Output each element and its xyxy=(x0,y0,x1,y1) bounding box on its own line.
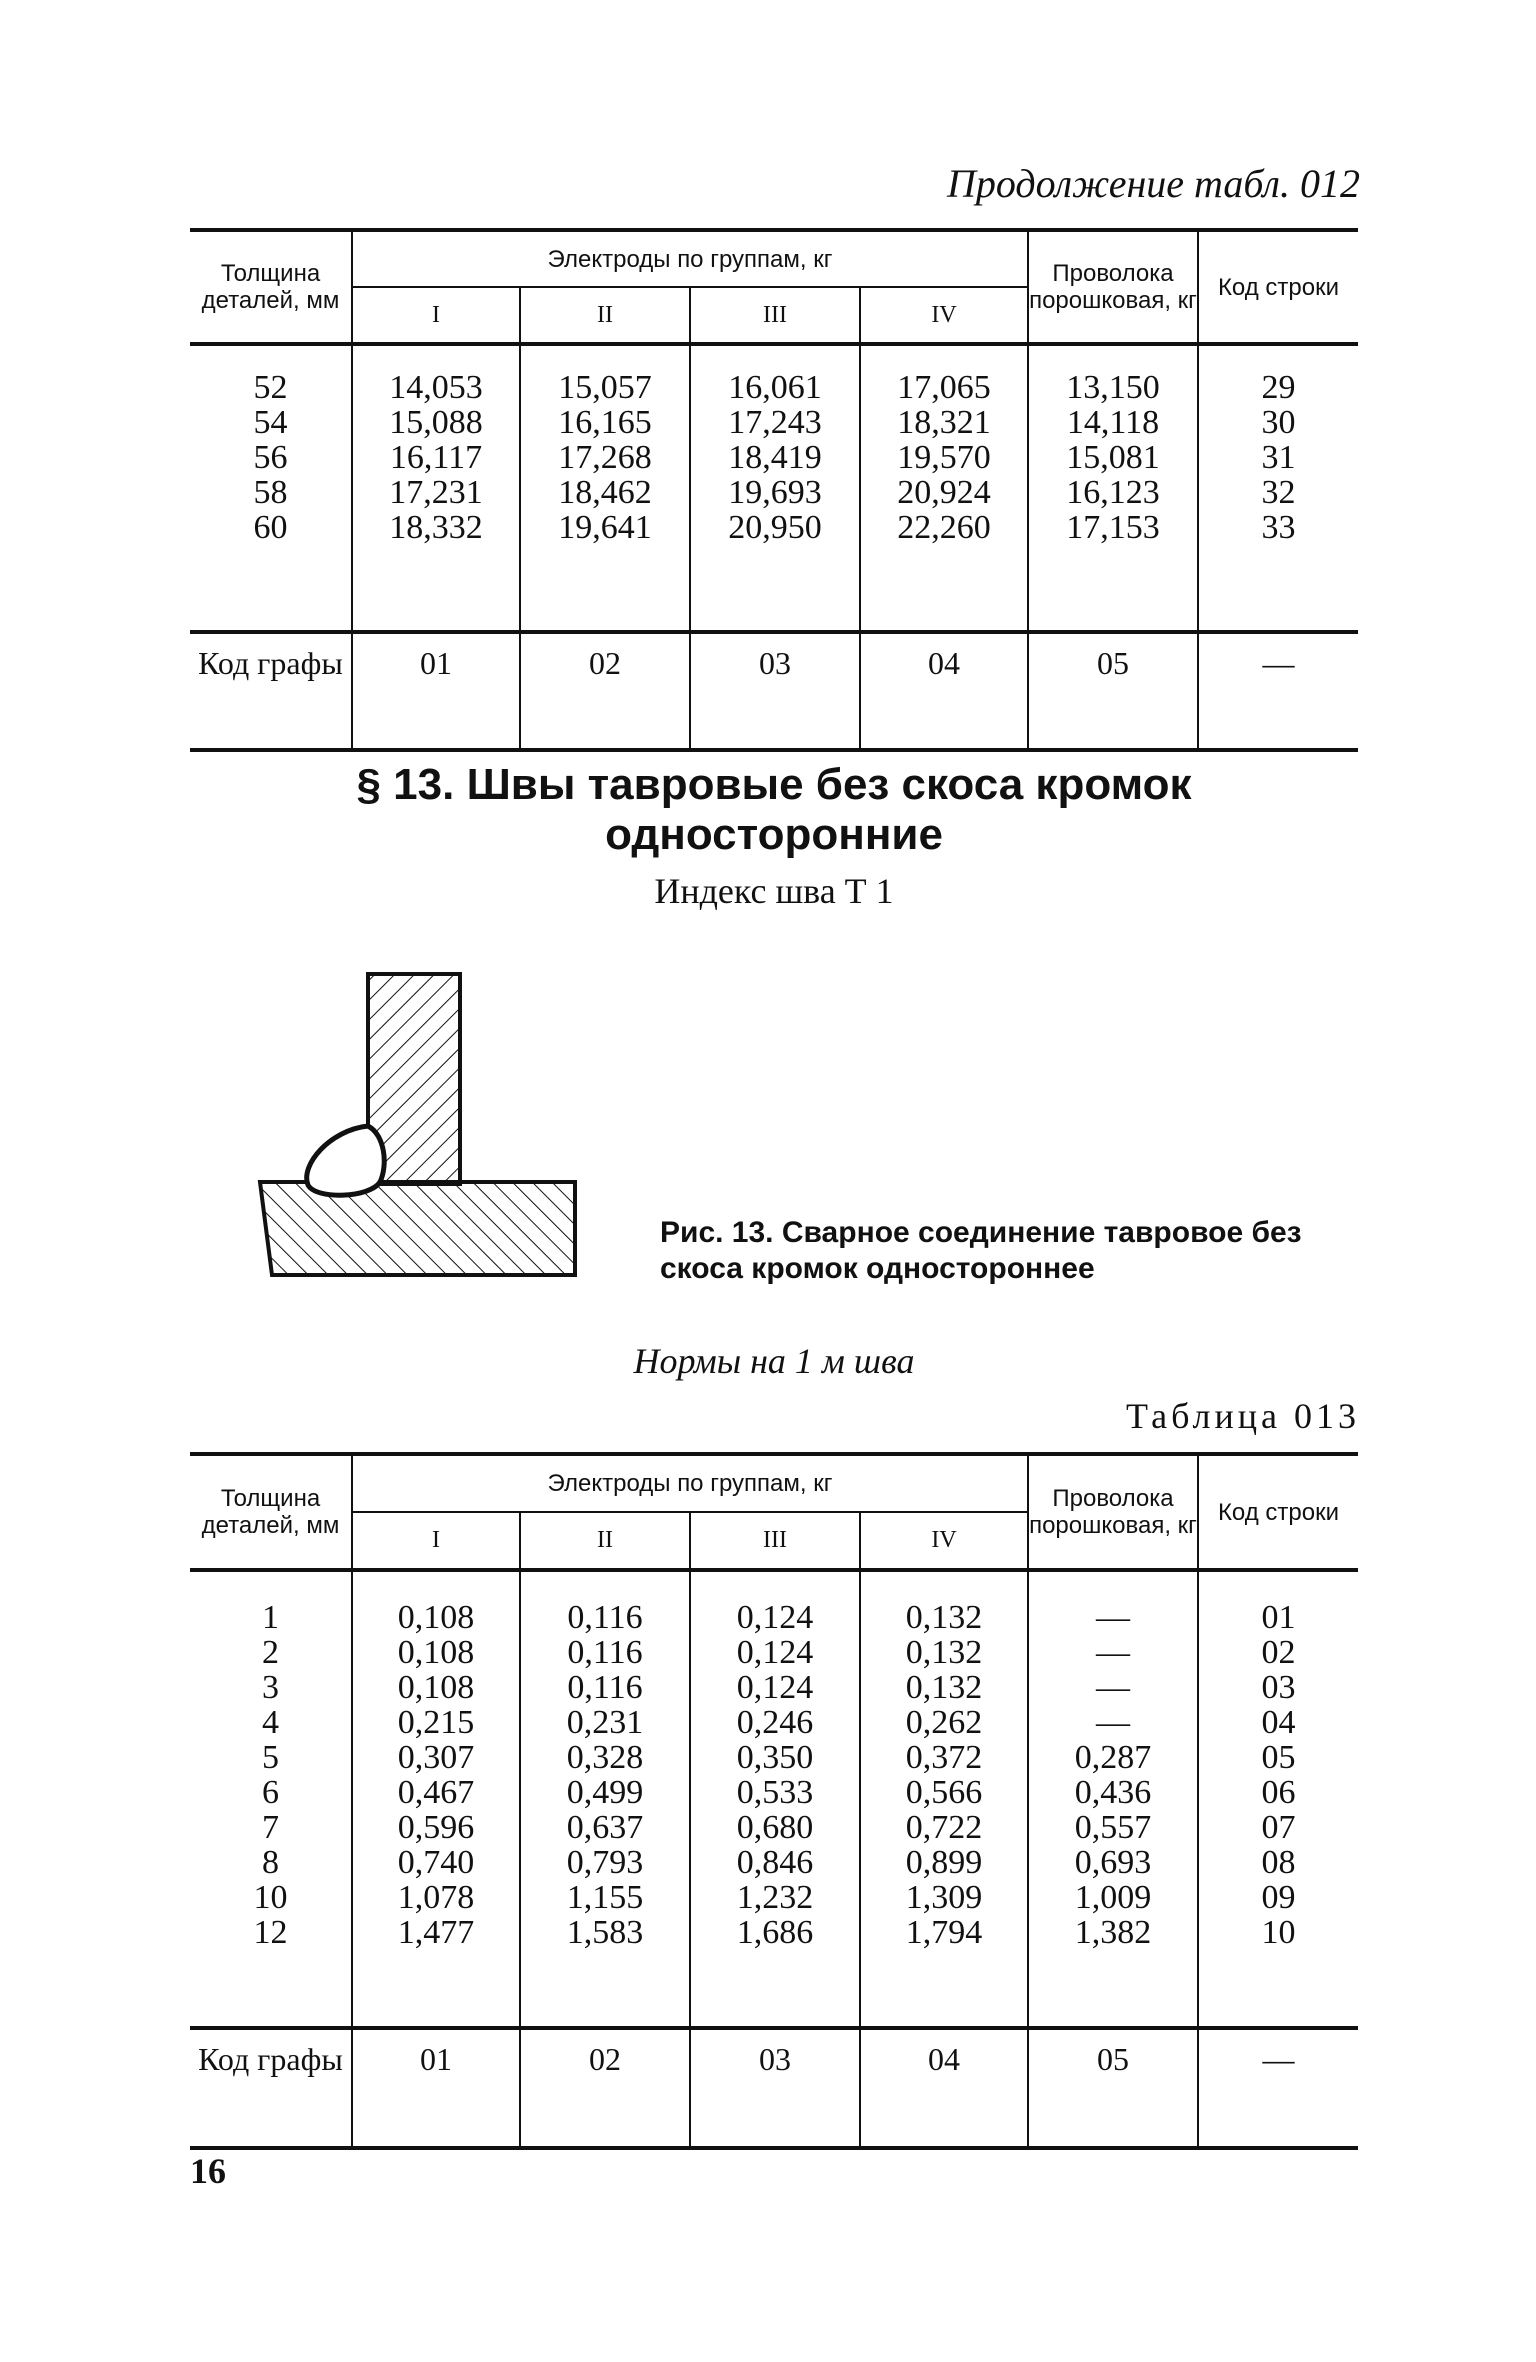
tee-joint-figure xyxy=(250,960,590,1290)
header-group-3: III xyxy=(690,287,860,344)
header-row-code: Код строки xyxy=(1198,230,1358,344)
table-013 xyxy=(190,1452,1358,2150)
table-013-label: Таблица 013 xyxy=(1126,1396,1360,1436)
graph-code-6: — xyxy=(1198,632,1358,750)
figure-caption: Рис. 13. Сварное соединение тавровое без скоса кромок одностороннее xyxy=(660,1216,1302,1285)
graph-code-1: 01 xyxy=(352,2028,520,2148)
group-4-values: 17,065 18,321 19,570 20,924 22,260 xyxy=(860,344,1028,632)
header-electrodes: Электроды по группам, кг xyxy=(352,1454,1028,1512)
group-1-values: 14,053 15,088 16,117 17,231 18,332 xyxy=(352,344,520,632)
graph-code-2: 02 xyxy=(520,632,690,750)
header-group-3: III xyxy=(690,1512,860,1570)
header-row-code: Код строки xyxy=(1198,1454,1358,1570)
thickness-values: 52 54 56 58 60 xyxy=(190,344,352,632)
graph-code-label: Код графы xyxy=(190,632,352,750)
graph-code-5: 05 xyxy=(1028,2028,1198,2148)
header-wire: Проволока порошковая, кг xyxy=(1028,230,1198,344)
header-group-2: II xyxy=(520,1512,690,1570)
header-thickness: Толщина деталей, мм xyxy=(190,1454,352,1570)
weld-index: Индекс шва Т 1 xyxy=(654,871,894,911)
group-4-values: 0,132 0,132 0,132 0,262 0,372 0,566 0,722 0,899 1,309 1,794 xyxy=(860,1570,1028,2028)
group-3-values: 0,124 0,124 0,124 0,246 0,350 0,533 0,680 0,846 1,232 1,686 xyxy=(690,1570,860,2028)
weld-bead xyxy=(307,1126,385,1195)
norms-title: Нормы на 1 м шва xyxy=(633,1341,915,1381)
graph-code-3: 03 xyxy=(690,632,860,750)
group-2-values: 0,116 0,116 0,116 0,231 0,328 0,499 0,637 0,793 1,155 1,583 xyxy=(520,1570,690,2028)
continuation-label: Продолжение табл. 012 xyxy=(946,161,1360,206)
header-group-4: IV xyxy=(860,287,1028,344)
graph-code-2: 02 xyxy=(520,2028,690,2148)
table-012-continued xyxy=(190,228,1358,752)
header-electrodes: Электроды по группам, кг xyxy=(352,230,1028,287)
section-title: § 13. Швы тавровые без скоса кромок односторонние xyxy=(356,760,1192,859)
graph-code-1: 01 xyxy=(352,632,520,750)
group-2-values: 15,057 16,165 17,268 18,462 19,641 xyxy=(520,344,690,632)
graph-code-4: 04 xyxy=(860,632,1028,750)
page-number: 16 xyxy=(190,2151,226,2191)
base-plate xyxy=(260,1182,575,1275)
graph-code-3: 03 xyxy=(690,2028,860,2148)
graph-code-6: — xyxy=(1198,2028,1358,2148)
header-group-2: II xyxy=(520,287,690,344)
header-group-1: I xyxy=(352,1512,520,1570)
wire-values: 13,150 14,118 15,081 16,123 17,153 xyxy=(1028,344,1198,632)
group-3-values: 16,061 17,243 18,419 19,693 20,950 xyxy=(690,344,860,632)
graph-code-label: Код графы xyxy=(190,2028,352,2148)
row-code-values: 29 30 31 32 33 xyxy=(1198,344,1358,632)
header-group-1: I xyxy=(352,287,520,344)
row-code-values: 01 02 03 04 05 06 07 08 09 10 xyxy=(1198,1570,1358,2028)
header-thickness: Толщина деталей, мм xyxy=(190,230,352,344)
header-wire: Проволока порошковая, кг xyxy=(1028,1454,1198,1570)
graph-code-4: 04 xyxy=(860,2028,1028,2148)
group-1-values: 0,108 0,108 0,108 0,215 0,307 0,467 0,596 0,740 1,078 1,477 xyxy=(352,1570,520,2028)
graph-code-5: 05 xyxy=(1028,632,1198,750)
header-group-4: IV xyxy=(860,1512,1028,1570)
thickness-values: 1 2 3 4 5 6 7 8 10 12 xyxy=(190,1570,352,2028)
wire-values: — — — — 0,287 0,436 0,557 0,693 1,009 1,382 xyxy=(1028,1570,1198,2028)
